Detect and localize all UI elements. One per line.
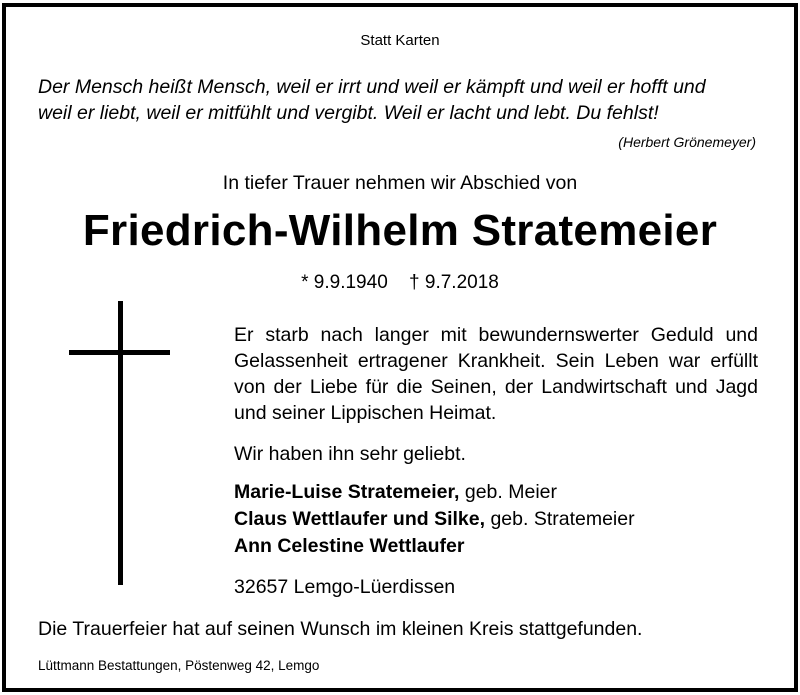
quote-line-2: weil er liebt, weil er mitfühlt und vergibt. Weil er lacht und lebt. Du fehlst! (38, 102, 659, 124)
undertaker-info: Lüttmann Bestattungen, Pöstenweg 42, Lemgo (38, 658, 320, 673)
family-member (234, 479, 635, 506)
statt-karten-label: Statt Karten (360, 32, 440, 49)
quote-text (38, 74, 762, 126)
family-member-suffix: geb. Meier (459, 481, 557, 503)
family-member-name: Ann Celestine Wettlaufer (234, 535, 465, 557)
life-dates (0, 272, 800, 294)
family-member-suffix: geb. Stratemeier (485, 508, 635, 530)
family-member (234, 506, 635, 533)
obituary-body-text: Er starb nach langer mit bewundernswerter Geduld und Gelassenheit ertragener Krankheit. Sein Leben war erfüllt von der Liebe für die Seinen, der Landwirtschaft und Jagd und seiner Lippischen Heimat. (234, 324, 758, 424)
place-text: 32657 Lemgo-Lüerdissen (234, 576, 456, 598)
quote-author: (Herbert Grönemeyer) (618, 134, 756, 150)
birth-date: * 9.9.1940 (301, 272, 388, 293)
intro-text: In tiefer Trauer nehmen wir Abschied von (222, 172, 578, 194)
family-list (234, 479, 635, 560)
family-member-name: Marie-Luise Stratemeier, (234, 481, 460, 503)
death-date: † 9.7.2018 (409, 272, 499, 293)
cross-horizontal-bar (69, 350, 170, 355)
family-member-name: Claus Wettlaufer und Silke, (234, 508, 486, 530)
family-member (234, 533, 635, 560)
loved-statement: Wir haben ihn sehr geliebt. (234, 443, 466, 465)
deceased-name: Friedrich-Wilhelm Stratemeier (82, 206, 718, 255)
funeral-note: Die Trauerfeier hat auf seinen Wunsch im kleinen Kreis stattgefunden. (38, 618, 643, 640)
cross-vertical-bar (118, 301, 123, 585)
quote-line-1: Der Mensch heißt Mensch, weil er irrt und weil er kämpft und weil er hofft und (38, 76, 706, 98)
